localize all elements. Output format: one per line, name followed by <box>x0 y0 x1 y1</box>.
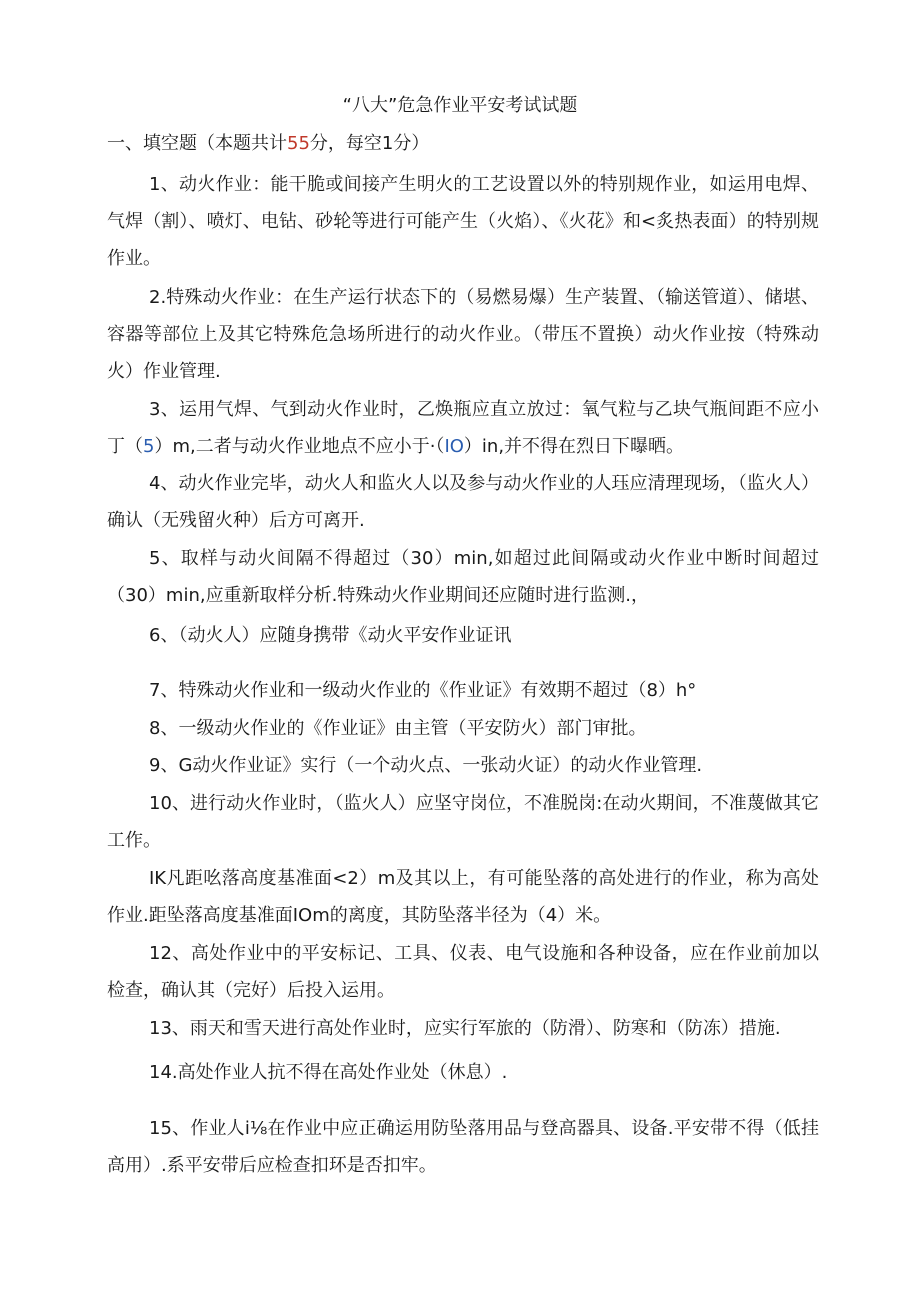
question-1: 1、动火作业：能干脆或间接产生明火的工艺设置以外的特别规作业，如运用电焊、气焊（割）、喷灯、电钻、砂轮等进行可能产生（火焰）、《火花》和<炙热表面）的特别规作业。 <box>107 174 819 269</box>
question-11: IK凡距吆落高度基准面<2）m及其以上，有可能坠落的高处进行的作业，称为高处作业.距坠落高度基准面IOm的离度，其防坠落半径为（4）米。 <box>107 868 819 926</box>
question-15: 15、作业人i⅛在作业中应正确运用防坠落用品与登高器具、设备.平安带不得（低挂高用）.系平安带后应检查扣环是否扣牢。 <box>107 1118 819 1176</box>
question-3 <box>107 391 819 465</box>
question-6: 6、（动火人）应随身携带《动火平安作业证讯 <box>149 625 512 646</box>
question-7: 7、特殊动火作业和一级动火作业的《作业证》有效期不超过（8）h° <box>149 680 697 701</box>
question-3-answer-2: IO <box>444 436 464 457</box>
question-3-part-c: ）m,二者与动火作业地点不应小于·（ <box>154 436 445 457</box>
section-heading-prefix: 一、填空题（本题共计 <box>107 133 287 154</box>
question-8: 8、一级动火作业的《作业证》由主管（平安防火）部门审批。 <box>149 718 647 739</box>
question-3-part-e: ）in,并不得在烈日下曝晒。 <box>463 436 685 457</box>
question-12: 12、高处作业中的平安标记、工具、仪表、电气设施和各种设备，应在作业前加以检查，确认其（完好）后投入运用。 <box>107 943 819 1001</box>
question-3-answer-1: 5 <box>143 436 155 457</box>
question-3-part-a: 3、运用气焊、气到动火作业时，乙焕瓶应直立放过：氧气粒与乙块气瓶间距不应小丁（ <box>107 399 819 457</box>
question-5: 5、取样与动火间隔不得超过（30）min,如超过此间隔或动火作业中断时间超过（30）min,应重新取样分析.特殊动火作业期间还应随时进行监测.， <box>107 548 819 606</box>
question-4: 4、动火作业完毕，动火人和监火人以及参与动火作业的人珏应清理现场，（监火人）确认（无残留火种）后方可离开. <box>107 473 819 531</box>
section-heading <box>107 130 429 158</box>
question-13: 13、雨天和雪天进行高处作业时，应实行军旅的（防滑）、防寒和（防冻）措施. <box>149 1018 781 1039</box>
section-heading-suffix: 分，每空1分） <box>309 133 430 154</box>
question-2: 2.特殊动火作业：在生产运行状态下的（易燃易爆）生产装置、（输送管道）、储堪、容器等部位上及其它特殊危急场所进行的动火作业。（带压不置换）动火作业按（特殊动火）作业管理. <box>107 287 819 382</box>
question-10: 10、进行动火作业时，（监火人）应坚守岗位，不准脱岗:在动火期间，不准蔑做其它工作。 <box>107 793 819 851</box>
question-9: 9、G动火作业证》实行（一个动火点、一张动火证）的动火作业管理. <box>149 755 703 776</box>
question-14: 14.高处作业人抗不得在高处作业处（休息）. <box>149 1062 508 1083</box>
document-title: “八大”危急作业平安考试试题 <box>342 95 578 116</box>
section-points: 55 <box>287 133 310 154</box>
